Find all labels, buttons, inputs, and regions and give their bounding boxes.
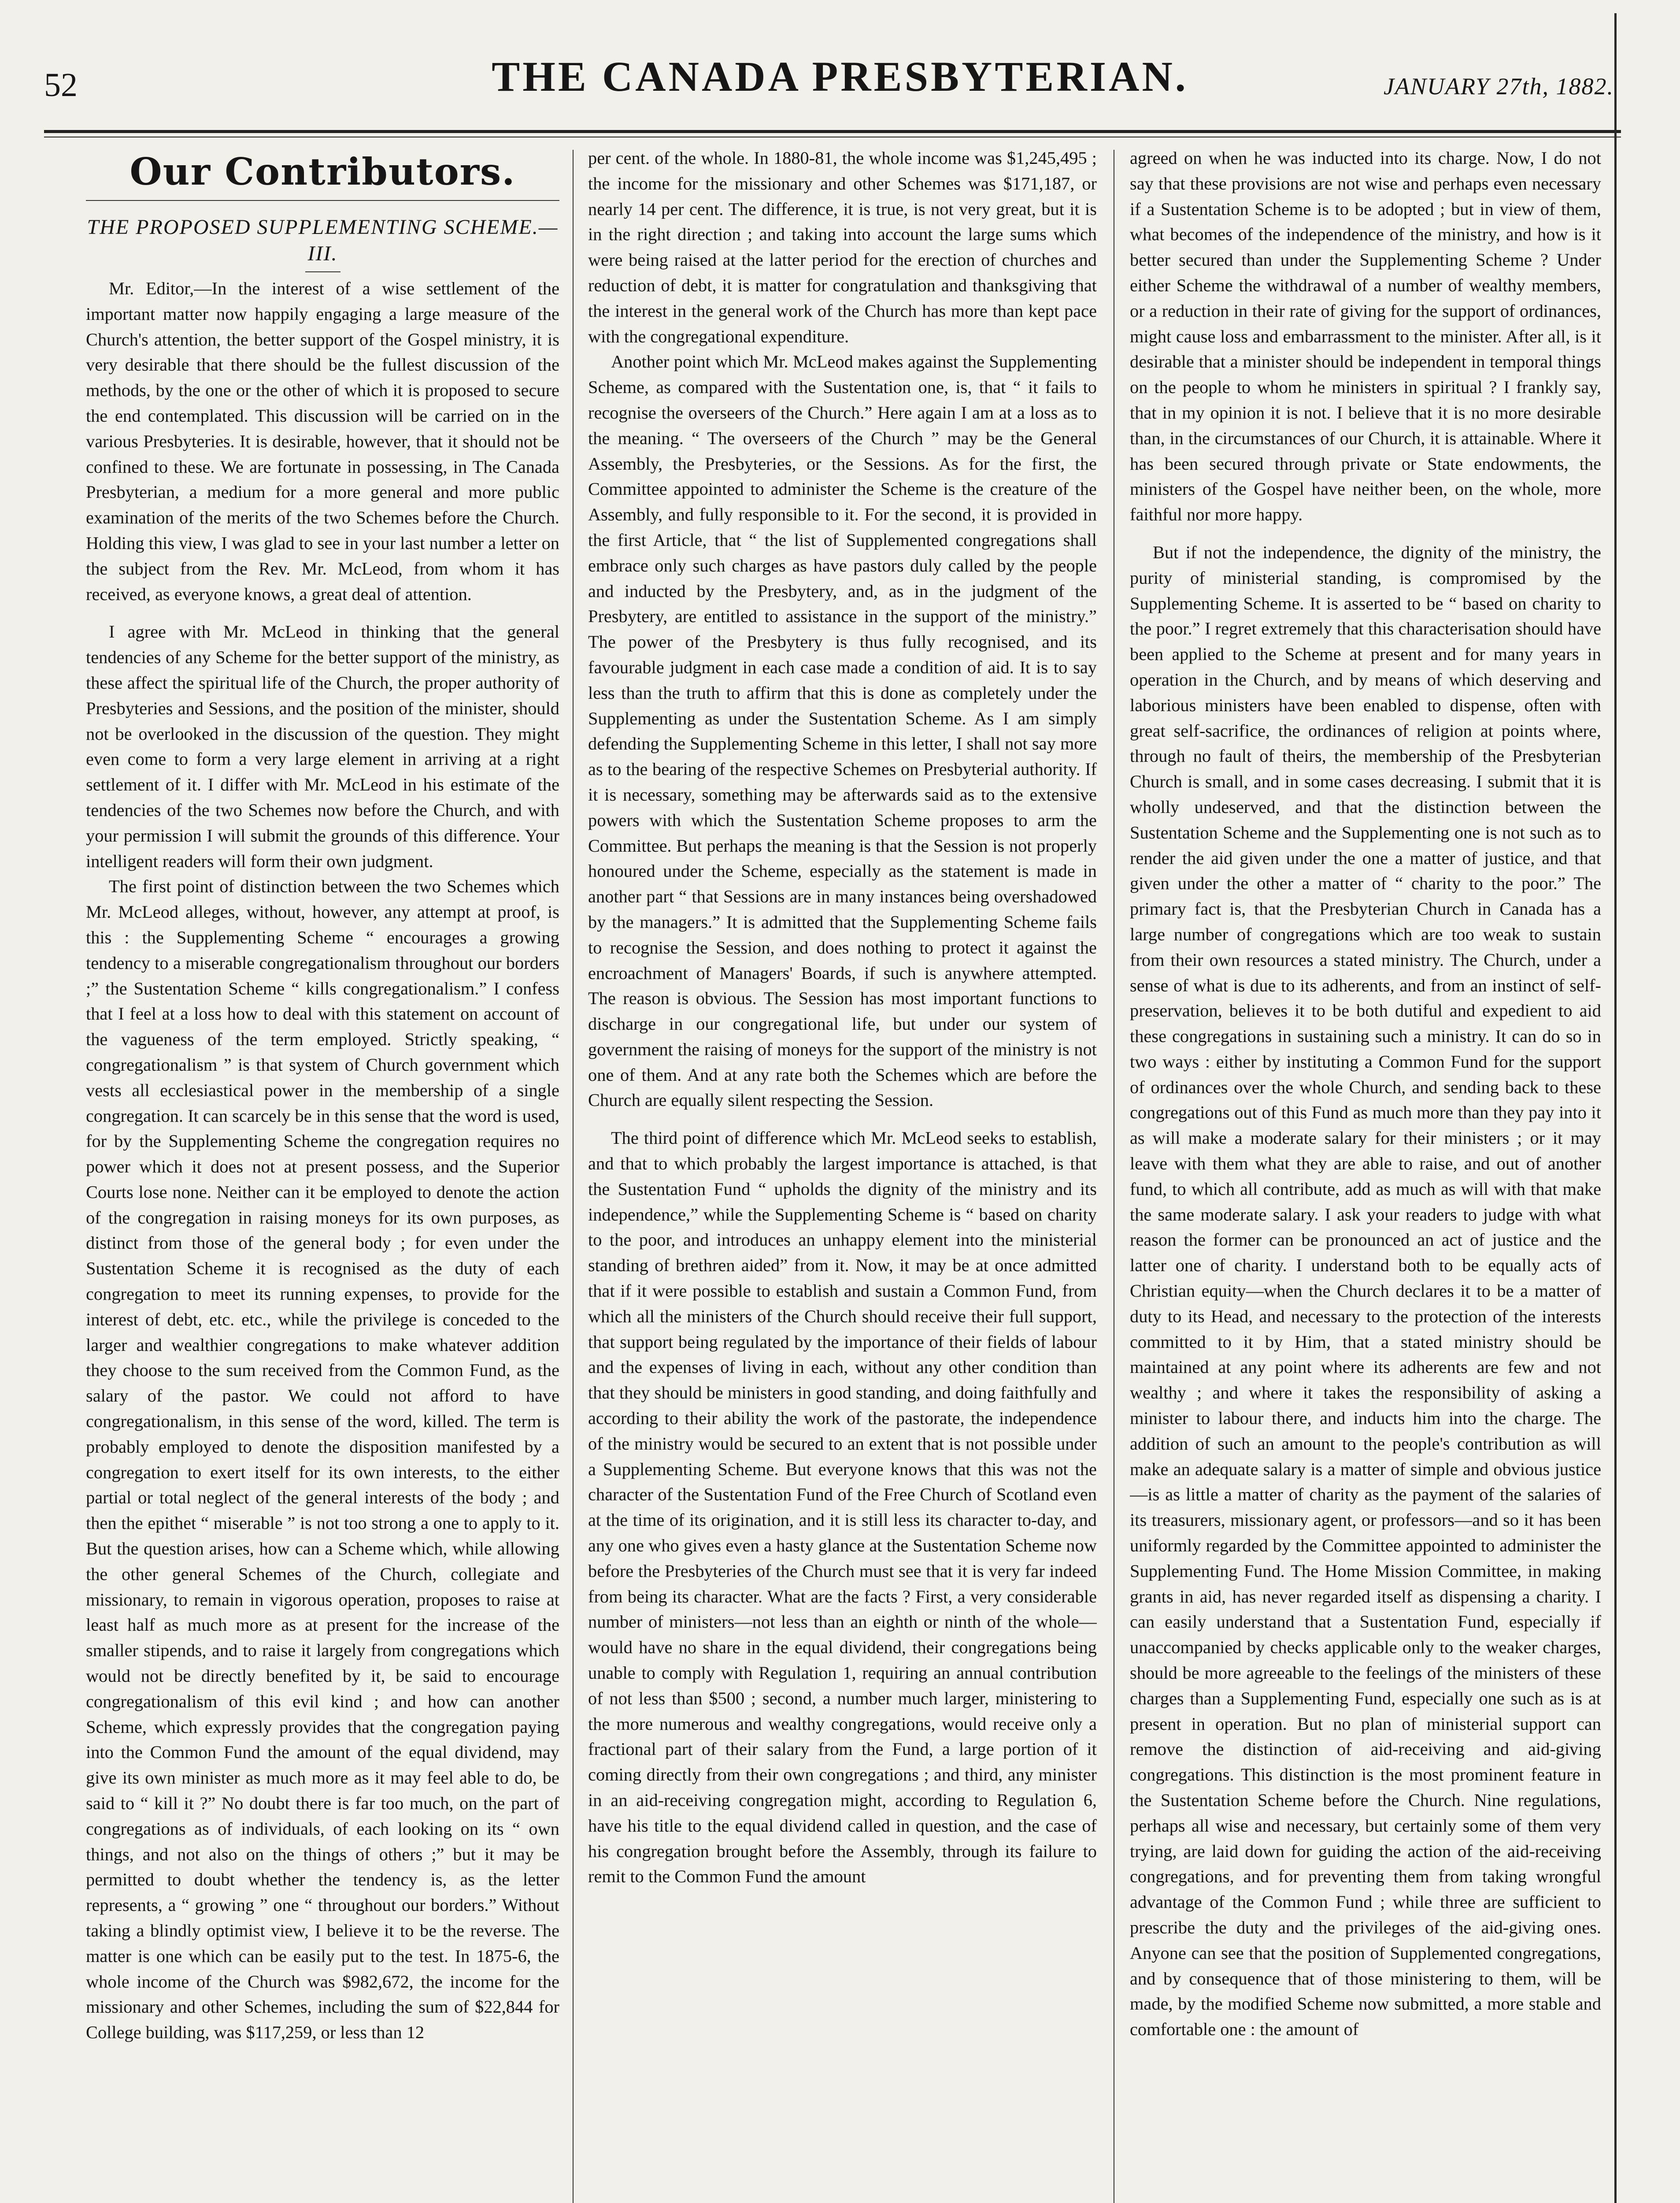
paragraph: agreed on when he was inducted into its charge. Now, I do not say that these provisions are not wise and perhaps even necessary if a Sustentation Scheme is to be adopted ; but in view of them, what becomes of the independence of the ministry, and how is it better secured than under the Supplementing Scheme ? Under either Scheme the withdrawal of a number of wealthy members, or a reduction in their rate of giving for the support of ordinances, might cause loss and embarrassment to the minister. After all, is it desirable that a minister should be independent in temporal things on the people to whom he ministers in spiritual ? I frankly say, that in my opinion it is not. I believe that it is no more desirable than, in the circumstances of our Church, it is attainable. Where it has been secured through private or State endowments, the ministers of the Gospel have neither been, on the whole, more faithful nor more happy. — [1130, 148, 1601, 525]
page-number: 52 — [44, 67, 78, 104]
paragraph: per cent. of the whole. In 1880-81, the whole income was $1,245,495 ; the income for the missionary and other Schemes was $171,187, or nearly 14 per cent. The difference, it is true, is not very great, but it is in the right direction ; and taking into account the large sums which were being raised at the latter period for the erection of churches and reduction of debt, it is matter for congratulation and thanksgiving that the interest in the general work of the Church has more than kept pace with the congregational expenditure. — [588, 148, 1097, 346]
newspaper-title: THE CANADA PRESBYTERIAN. — [492, 53, 1188, 100]
column-1 — [86, 145, 559, 2203]
paragraph: But if not the independence, the dignity of the ministry, the purity of ministerial standing, is compromised by the Supplementing Scheme. It is asserted to be “ based on charity to the poor.” I regret extremely that this characterisation should have been applied to the Scheme at present and for many years in operation in the Church, and by means of which deserving and laborious ministers have been enabled to dispense, often with great self-sacrifice, the ordinances of religion at points where, through no fault of theirs, the membership of the Presbyterian Church is small, and in some cases decreasing. I submit that it is wholly undeserved, and that the distinction between the Sustentation Scheme and the Supplementing one is not such as to render the aid given under the one a matter of justice, and that given under the other a matter of “ charity to the poor.” The primary fact is, that the Presbyterian Church in Canada has a large number of congregations which are too weak to sustain from their own resources a stated ministry. The Church, under a sense of what is due to its adherents, and from an instinct of self-preservation, believes it to be both dutiful and expedient to aid these congregations in sustaining such a ministry. It can do so in two ways : either by instituting a Common Fund for the support of ordinances over the whole Church, and sending back to these congregations out of this Fund as much more than they pay into it as will make a moderate salary for their ministers ; or it may leave with them what they are able to raise, and out of another fund, to which all contribute, add as much as will with that make the same moderate salary. I ask your readers to judge with what reason the former can be pronounced an act of justice and the latter one of charity. I understand both to be equally acts of Christian equity—when the Church declares it to be a matter of duty to its Head, and necessary to the protection of the interests committed to it by Him, that a stated ministry should be maintained at any point where its adherents are few and not wealthy ; and where it takes the responsibility of asking a minister to labour there, and inducts him into the charge. The addition of such an amount to the people's contribution as will make an adequate salary is a matter of simple and obvious justice—is as little a matter of charity as the payment of the salaries of its treasurers, missionary agent, or professors—and so it has been uniformly regarded by the Committee appointed to administer the Supplementing Fund. The Home Mission Committee, in making grants in aid, has never regarded itself as dispensing a charity. I can easily understand that a Sustentation Fund, especially if unaccompanied by checks applicable only to the weaker charges, should be more agreeable to the feelings of the ministers of these charges than a Supplementing Fund, especially one such as is at present in operation. But no plan of ministerial support can remove the distinction of aid-receiving and aid-giving congregations. This distinction is the most prominent feature in the Sustentation Scheme before the Church. Nine regulations, perhaps all wise and necessary, but certainly some of them very trying, are laid down for guiding the action of the aid-receiving congregations, and for preventing them from taking wrongful advantage of the Common Fund ; while three are sufficient to prescribe the duty and the privileges of the aid-giving ones. Anyone can see that the position of Supplemented congregations, and by consequence that of those ministering to them, will be made, by the modified Scheme now submitted, a more stable and comfortable one : the amount of — [1130, 542, 1601, 2040]
section-heading: Our Contributors. — [130, 150, 516, 193]
column-2 — [588, 145, 1097, 2203]
issue-date: JANUARY 27th, 1882. — [1384, 73, 1614, 100]
paragraph: I agree with Mr. McLeod in thinking that the general tendencies of any Scheme for the better support of the ministry, as these affect the spiritual life of the Church, the proper authority of Presbyteries and Sessions, and the position of the minister, should not be overlooked in the discussion of the question. They might even come to form a very large element in arriving at a right settlement of it. I differ with Mr. McLeod in his estimate of the tendencies of the two Schemes now before the Church, and with your permission I will submit the grounds of this difference. Your intelligent readers will form their own judgment. — [86, 622, 559, 871]
paragraph: The third point of difference which Mr. McLeod seeks to establish, and that to which probably the largest importance is attached, is that the Sustentation Fund “ upholds the dignity of the ministry and its independence,” while the Supplementing Scheme is “ based on charity to the poor, and introduces an unhappy element into the ministerial standing of brethren aided” from it. Now, it may be at once admitted that if it were possible to establish and sustain a Common Fund, from which all the ministers of the Church should receive their full support, that support being regulated by the importance of their fields of labour and the expenses of living in each, without any other condition than that they should be ministers in good standing, and doing faithfully and according to their ability the work of the pastorate, the independence of the ministry would be secured to an extent that is not possible under a Supplementing Scheme. But everyone knows that this was not the character of the Sustentation Fund of the Free Church of Scotland even at the time of its origination, and it is still less its character to-day, and any one who gives even a hasty glance at the Sustentation Scheme now before the Presbyteries of the Church must see that it is very far indeed from being its character. What are the facts ? First, a very considerable number of ministers—not less than an eighth or ninth of the whole—would have no share in the equal dividend, their congregations being unable to comply with Regulation 1, requiring an annual contribution of not less than $500 ; second, a number much larger, ministering to the more numerous and wealthy congregations, would receive only a fractional part of their salary from the Fund, a large portion of it coming directly from their own congregations ; and third, any minister in an aid-receiving congregation might, according to Regulation 6, have his title to the equal dividend called in question, and the case of his congregation brought before the Assembly, through its failure to remit to the Common Fund the amount — [588, 1128, 1097, 1887]
column-divider — [573, 150, 574, 2203]
paragraph: The first point of distinction between the two Schemes which Mr. McLeod alleges, without, however, any attempt at proof, is this : the Supplementing Scheme “ encourages a growing tendency to a miserable congregationalism throughout our borders ;” the Sustentation Scheme “ kills congregationalism.” I confess that I feel at a loss how to deal with this statement on account of the vagueness of the term employed. Strictly speaking, “ congregationalism ” is that system of Church government which vests all ecclesiastical power in the membership of a single congregation. It can scarcely be in this sense that the word is used, for by the Supplementing Scheme the congregation requires no power which it does not at present possess, and the Superior Courts lose none. Neither can it be employed to denote the action of the congregation in raising moneys for its own purposes, as distinct from those of the general body ; for even under the Sustentation Scheme it is recognised as the duty of each congregation to meet its running expenses, to provide for the interest of debt, etc. etc., while the privilege is conceded to the larger and wealthier congregations to make whatever addition they choose to the sum received from the Common Fund, as the salary of the pastor. We could not afford to have congregationalism, in this sense of the word, killed. The term is probably employed to denote the disposition manifested by a congregation to exert itself for its own interests, to the either partial or total neglect of the general interests of the body ; and then the epithet “ miserable ” is not too strong a one to apply to it. But the question arises, how can a Scheme which, while allowing the other general Schemes of the Church, collegiate and missionary, to remain in vigorous operation, proposes to raise at least half as much more as at present for the increase of the smaller stipends, and to raise it largely from congregations which would not be directly benefited by it, be said to encourage congregationalism of this evil kind ; and how can another Scheme, which expressly provides that the congregation paying into the Common Fund the amount of the equal dividend, may give its own minister as much more as it may feel able to do, be said to “ kill it ?” No doubt there is far too much, on the part of congregations as of individuals, of each looking on its “ own things, and not also on the things of others ;” but it may be permitted to doubt whether the tendency is, as the letter represents, a “ growing ” one “ throughout our borders.” Without taking a blindly optimist view, I believe it to be the reverse. The matter is one which can be easily put to the test. In 1875-6, the whole income of the Church was $982,672, the income for the missionary and other Schemes, including the sum of $22,844 for College building, was $117,259, or less than 12 — [86, 876, 559, 2043]
article-title: THE PROPOSED SUPPLEMENTING SCHEME.—III. — [87, 215, 559, 265]
paragraph: Another point which Mr. McLeod makes against the Supplementing Scheme, as compared with the Sustentation one, is, that “ it fails to recognise the overseers of the Church.” Here again I am at a loss as to the meaning. “ The overseers of the Church ” may be the General Assembly, the Presbyteries, or the Sessions. As for the first, the Committee appointed to administer the Scheme is the creature of the Assembly, and fully responsible to it. For the second, it is provided in the first Article, that “ the list of Supplemented congregations shall embrace only such charges as have pastors duly called by the people and inducted by the Presbytery, and, as in the judgment of the Presbytery, are entitled to assistance in the support of the ministry.” The power of the Presbytery is thus fully recognised, and its favourable judgment in each case made a condition of aid. It is to say less than the truth to affirm that this is done as completely under the Supplementing as under the Sustentation Scheme. As I am simply defending the Supplementing Scheme in this letter, I shall not say more as to the bearing of the respective Schemes on Presbyterial authority. If it is necessary, something may be afterwards said as to the extensive powers with which the Sustentation Scheme proposes to arm the Committee. But perhaps the meaning is that the Session is not properly honoured under the Scheme, especially as the statement is made in another part “ that Sessions are in many instances being overshadowed by the managers.” It is admitted that the Supplementing Scheme fails to recognise the Session, and does nothing to protect it against the encroachment of Managers' Boards, if such is anywhere attempted. The reason is obvious. The Session has most important functions to discharge in our congregational life, but under our system of government the raising of moneys for the support of the ministry is not one of them. And at any rate both the Schemes which are before the Church are equally silent respecting the Session. — [588, 352, 1097, 1110]
page-edge-line — [1614, 13, 1617, 2203]
title-rule — [305, 271, 340, 272]
paragraph: Mr. Editor,—In the interest of a wise settlement of the important matter now happily engaging a large measure of the Church's attention, the better support of the Gospel ministry, it is very desirable that there should be the fullest discussion of the methods, by the one or the other of which it is proposed to secure the end contemplated. This discussion will be carried on in the various Presbyteries. It is desirable, however, that it should not be confined to these. We are fortunate in possessing, in The Canada Presbyterian, a medium for a more general and more public examination of the merits of the two Schemes before the Church. Holding this view, I was glad to see in your last number a letter on the subject from the Rev. Mr. McLeod, from whom it has received, as everyone knows, a great deal of attention. — [86, 278, 559, 604]
page-header — [0, 0, 1680, 145]
header-rule — [44, 130, 1621, 133]
column-3 — [1130, 145, 1601, 2203]
section-rule — [86, 200, 559, 201]
